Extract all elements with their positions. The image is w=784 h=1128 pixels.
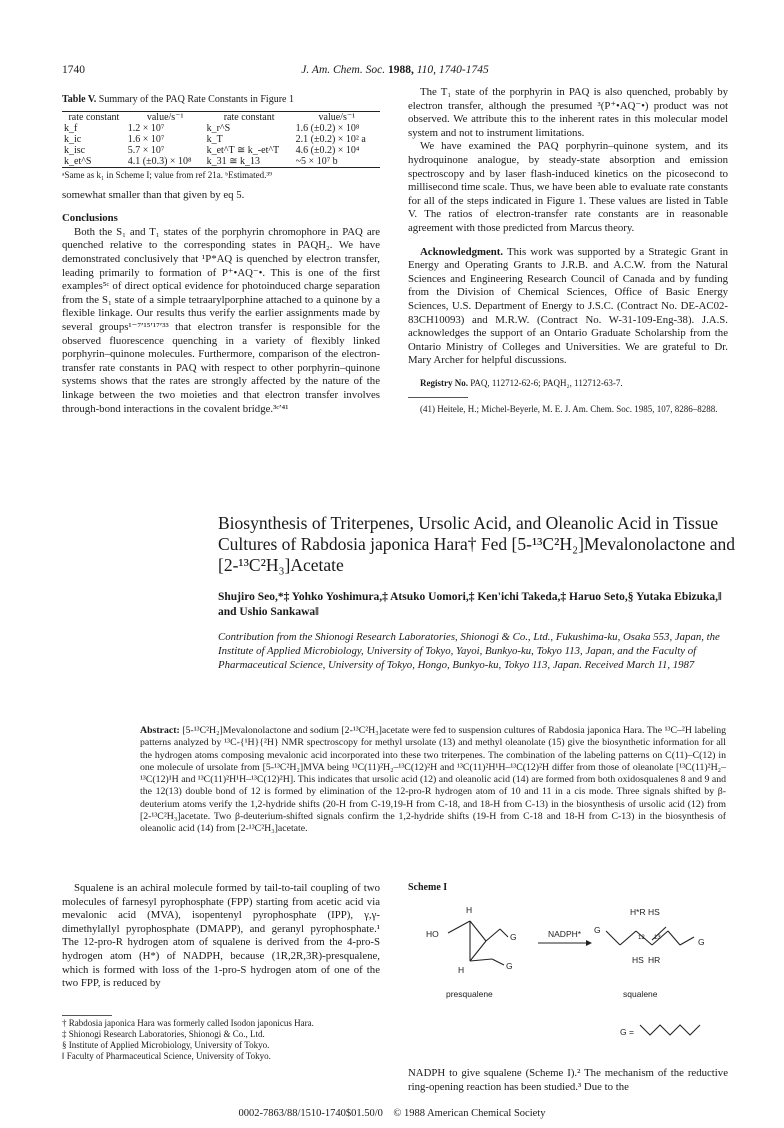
col-header-rate-constant-2: rate constant	[223, 111, 275, 123]
table-cell: k_isc	[64, 144, 86, 156]
article-title: Biosynthesis of Triterpenes, Ursolic Acid, and Oleanolic Acid in Tissue Cultures of Rabdosia japonica Hara† Fed [5-¹³C²H₂]Mevalonolactone and [2-¹³C²H₃]Acetate	[218, 513, 736, 575]
issn-code: 0002-7863/88/1510-1740$01.50/0	[238, 1108, 383, 1119]
table-footnote: ᵃSame as k₁ in Scheme I; value from ref 21a. ᵇEstimated.³⁹	[62, 169, 273, 180]
registry-heading: Registry No.	[420, 377, 468, 388]
journal-citation	[62, 64, 728, 76]
g-group-definition	[620, 1025, 700, 1037]
page-number: 1740	[62, 64, 85, 76]
footnote: † Rabdosia japonica Hara was formerly called Isodon japonicus Hara.	[62, 1018, 314, 1028]
atom-label: 13	[654, 935, 661, 941]
squalene-labels	[594, 907, 705, 999]
col-header-rate-constant-1: rate constant	[68, 111, 120, 123]
table-cell: k_31 ≅ k_13	[205, 156, 294, 168]
table-caption	[62, 93, 380, 107]
table-cell: 1.6 × 10⁷	[127, 133, 165, 145]
right-column	[408, 86, 728, 415]
squalene-structure	[606, 927, 694, 945]
atom-label: H*R	[630, 907, 646, 917]
atom-label: HR	[648, 955, 661, 965]
table-cell: k_r^S	[206, 122, 231, 134]
scheme-1	[408, 882, 728, 1062]
journal-year: 1988,	[387, 64, 414, 76]
table-cell: 1.6 (±0.2) × 10⁸	[295, 122, 360, 134]
acknowledgment-text: This work was supported by a Strategic Grant in Energy and Operating Grants to J.R.B. and A.C.W. from the Natural Sciences and Engineering Research Council of Canada and by funding from the Division of Chemical Sciences, Office of Basic Energy Sciences, U.S. Department of Energy to J.S.C. (Contract No. DE-AC02-83CH10093) and M.R.W. (Contract No. W-31-109-Eng-38). J.A.S. acknowledges the support of an Ontario Graduate Scholarship from the Ontario Ministry of Colleges and Universities. We are grateful to Dr. Mary Archer for helpful discussions.	[408, 245, 728, 367]
g-label: G =	[620, 1027, 634, 1037]
atom-label: G	[510, 932, 517, 942]
conclusions-heading: Conclusions	[62, 212, 118, 225]
col-header-value-2: value/s⁻¹	[318, 111, 356, 123]
atom-label: G	[698, 937, 705, 947]
reference-divider	[408, 397, 468, 398]
introduction	[62, 882, 380, 991]
atom-label: H	[458, 965, 465, 975]
footnote: ‖ Faculty of Pharmaceutical Science, University of Tokyo.	[62, 1051, 271, 1061]
copyright: © 1988 American Chemical Society	[393, 1108, 546, 1119]
presqualene-labels	[426, 905, 517, 999]
table-cell: k_T	[206, 133, 223, 145]
atom-label: 12	[638, 935, 645, 941]
table-label: Table V.	[62, 94, 97, 105]
acknowledgment-heading: Acknowledgment.	[420, 245, 504, 258]
paragraph: The T₁ state of the porphyrin in PAQ is also quenched, probably by electron transfer, although the presumed ³(P⁺•AQ⁻•) product was not observed. We attribute this to the inherent rates in this molecular model system and not to instrument limitations.	[408, 86, 728, 139]
atom-label: HS	[648, 907, 660, 917]
registry-text: PAQ, 112712-62-6; PAQH₂, 112712-63-7.	[470, 377, 623, 388]
presqualene-structure	[448, 921, 508, 965]
page-footer	[0, 1108, 784, 1119]
atom-label: HO	[426, 929, 439, 939]
table-row	[62, 145, 380, 156]
atom-label: G	[594, 925, 601, 935]
table-title: Summary of the PAQ Rate Constants in Figure 1	[98, 94, 294, 105]
table-row	[62, 134, 380, 145]
acknowledgment-paragraph	[408, 246, 728, 368]
footnote: § Institute of Applied Microbiology, University of Tokyo.	[62, 1040, 270, 1050]
journal-pages: 1740-1745	[438, 64, 489, 76]
table-cell: k_ic	[64, 133, 82, 145]
col-header-value-1: value/s⁻¹	[146, 111, 184, 123]
reaction-arrow	[538, 929, 592, 946]
journal-volume: 110,	[416, 64, 436, 76]
table-cell: ~5 × 10⁷ b	[294, 156, 380, 168]
squalene-label: squalene	[623, 989, 658, 999]
reference-41: (41) Heitele, H.; Michel-Beyerle, M. E. J. Am. Chem. Soc. 1985, 107, 8286–8288.	[420, 403, 718, 414]
scheme-diagram	[408, 893, 728, 1058]
scheme-following-text: NADPH to give squalene (Scheme I).² The mechanism of the reductive ring-opening reaction has been studied.³ Due to the	[408, 1067, 728, 1093]
conclusions-paragraph: Both the S₁ and T₁ states of the porphyrin chromophore in PAQ are quenched relative to the corresponding states in PAQH₂. We have demonstrated conclusively that ¹P*AQ is quenched by electron transfer, leading primarily to formation of P⁺•AQ⁻•. This is one of the first examples⁵ᶜ of direct optical evidence for photoinduced charge separation from the S₁ state of a simple tetraarylporphine attached to a quinone by a flexible linkage. Our results thus verify the earlier assignments made by several groups¹⁻⁷ʹ¹⁵ʹ¹⁷ʹ³³ that electron transfer is responsible for the observed fluorescence quenching in a variety of flexibly linked porphyrin–quinone molecules. Furthermore, comparison of the electron-transfer rate constants in PAQ with respect to other porphyrin–quinone systems shows that the rates are strongly affected by the nature of the linkage between the two moieties and that electron transfer involves through-bond interactions in the covalent bridge.³ᶜʹ⁴¹	[62, 225, 380, 415]
paragraph: We have examined the PAQ porphyrin–quinone system, and its hydroquinone analogue, by steady-state absorption and emission spectroscopy and by laser flash-induced kinetics on the picosecond to millisecond time scale. Thus, we have been able to evaluate rate constants for all of the steps indicated in Figure 1. These values are listed in Table V. The ratios of electron-transfer rate constants are in reasonable agreement with those predicted from Marcus theory.	[408, 140, 728, 234]
table-row	[62, 156, 380, 168]
rate-constants-table	[62, 111, 380, 168]
atom-label: G	[506, 961, 513, 971]
table-cell: 1.2 × 10⁷	[127, 122, 165, 134]
affiliation: Contribution from the Shionogi Research Laboratories, Shionogi & Co., Ltd., Fukushima-ku, Osaka 553, Japan, the Institute of Applied Microbiology, University of Tokyo, Yayoi, Bunkyo-ku, Tokyo 113, Japan, and the Faculty of Pharmaceutical Science, University of Tokyo, Hongo, Bunkyo-ku, Tokyo 113, Japan. Received March 11, 1987	[218, 631, 720, 671]
table-cell: 5.7 × 10⁷	[127, 144, 165, 156]
journal-name: J. Am. Chem. Soc.	[301, 64, 386, 76]
table-cell: k_et^S	[62, 156, 126, 168]
table-cell: 4.6 (±0.2) × 10⁴	[295, 144, 360, 156]
registry-paragraph	[408, 378, 728, 389]
abstract-label: Abstract:	[140, 725, 180, 736]
atom-label: H	[466, 905, 473, 915]
table-cell: 4.1 (±0.3) × 10⁸	[126, 156, 205, 168]
abstract	[140, 725, 726, 836]
table-cell: k_f	[64, 122, 78, 134]
table-cell: 2.1 (±0.2) × 10² a	[295, 133, 366, 145]
abstract-text: [5-¹³C²H₂]Mevalonolactone and sodium [2-¹³C²H₃]acetate were fed to suspension cultures of Rabdosia japonica Hara. The ¹³C–²H labeling patterns analyzed by ¹³C-{¹H}{²H} NMR spectroscopy for methyl ursolate (13) and methyl oleanolate (15) give the biosynthetic information for all the hydrogen atoms composing mevalonic acid incorporated into these two triterpenes. The combination of the labeling patterns on C(11)–C(12) in one molecule of ursolate from [5-¹³C²H₂]MVA being ¹³C(11)²H₂–¹³C(12)²H and ¹³C(11)²H¹H–¹³C(12)²H differ from those of oleanolate [¹³C(11)²H₂–¹³C(12)¹H and ¹³C(11)²H¹H–¹³C(12)²H]. This indicates that ursolic acid (12) and oleanolic acid (14) are formed from both oxidosqualenes 8 and 9 and the 12(13) double bond of 12 is formed by elimination of the 12-pro-R hydrogen atom of 10 and 11 in a cis mode. Three signals shifted by β-deuterium atoms verify the 1,2-hydride shifts (20-H from C-19,19-H from C-18, and 18-H from C-13) in the biosynthesis of ursolic acid (12) from [2-¹³C²H₃]acetate. Two β-deuterium-shifted signals confirm the 1,2-hydride shifts (19-H from C-18 and 18-H from C-13) in the biosynthesis of oleanolic acid (14) from [2-¹³C²H₃]acetate.	[140, 725, 727, 835]
footnote: ‡ Shionogi Research Laboratories, Shionogi & Co., Ltd.	[62, 1029, 265, 1039]
article-header	[218, 513, 738, 672]
footnotes	[62, 1015, 380, 1062]
atom-label: HS	[632, 955, 644, 965]
table-cell: k_et^T ≅ k_-et^T	[206, 144, 280, 156]
scheme-title: Scheme I	[408, 882, 448, 893]
footnote-divider	[62, 1015, 112, 1016]
reagent-label: NADPH*	[548, 929, 582, 939]
presqualene-label: presqualene	[446, 989, 493, 999]
table-row	[62, 123, 380, 134]
continuation-text: somewhat smaller than that given by eq 5.	[62, 188, 245, 201]
table-header-row	[62, 111, 380, 123]
author-list: Shujiro Seo,*‡ Yohko Yoshimura,‡ Atsuko Uomori,‡ Ken'ichi Takeda,‡ Haruo Seto,§ Yutaka Ebizuka,‖ and Ushio Sankawa‖	[218, 591, 722, 618]
introduction-paragraph: Squalene is an achiral molecule formed by tail-to-tail coupling of two molecules of farnesyl pyrophosphate (FPP) starting from acetic acid via mevalonic acid (MVA), isopentenyl pyrophosphate (IPP), γ,γ-dimethylallyl pyrophosphate (DMAPP), and geranyl pyrophosphate.¹ The 12-pro-R hydrogen atom of squalene is derived from the 4-pro-S hydrogen atom (H*) of NADPH, because (1R,2R,3R)-presqualene, which is formed with loss of the 1-pro-S hydrogen atom of one of the two FPP, is reduced by	[62, 882, 380, 990]
left-column	[62, 93, 380, 416]
